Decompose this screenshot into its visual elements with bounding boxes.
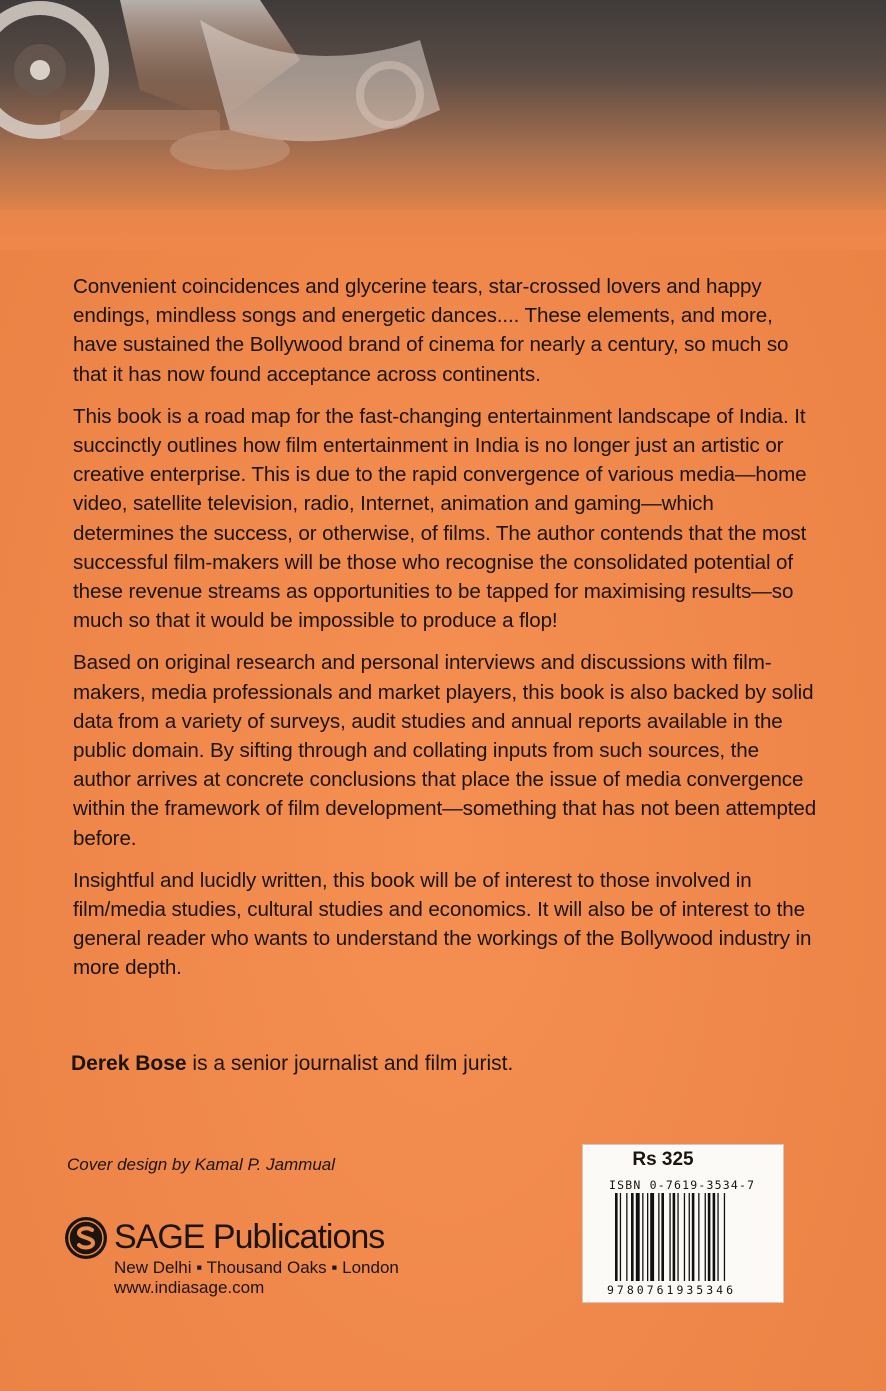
author-bio bbox=[71, 1052, 513, 1076]
price: Rs 325 bbox=[632, 1149, 694, 1170]
cover-design-credit: Cover design by Kamal P. Jammual bbox=[67, 1155, 336, 1174]
publisher-url: www.indiasage.com bbox=[114, 1278, 265, 1297]
author-name: Derek Bose bbox=[71, 1052, 187, 1075]
publisher-cities: New Delhi ▪ Thousand Oaks ▪ London bbox=[114, 1258, 399, 1277]
publisher-name: SAGE Publications bbox=[114, 1218, 385, 1256]
sage-logo-icon bbox=[64, 1216, 108, 1260]
book-description bbox=[73, 272, 818, 996]
description-paragraph-4: Insightful and lucidly written, this book will be of interest to those involved in film/media studies, cultural studies and economics. It will also be of interest to the general reader who wants to understand the workings of the Bollywood industry in more depth. bbox=[73, 868, 812, 980]
barcode-icon bbox=[615, 1193, 755, 1283]
description-paragraph-2: This book is a road map for the fast-changing entertainment landscape of India. It succinctly outlines how film entertainment in India is no longer just an artistic or creative enterprise. This is due to the rapid convergence of various media—home video, satellite television, radio, Internet, animation and gaming—which determines the success, or otherwise, of films. The author contends that the most successful film-makers will be those who recognise the consolidated potential of these revenue streams as opportunities to be tapped for maximising results—so much so that it would be impossible to produce a flop! bbox=[73, 404, 807, 633]
barcode-label bbox=[582, 1144, 784, 1303]
barcode-number: 9780761935346 bbox=[607, 1283, 737, 1297]
description-paragraph-1: Convenient coincidences and glycerine tears, star-crossed lovers and happy endings, mindless songs and energetic dances.... These elements, and more, have sustained the Bollywood brand of cinema for nearly a century, so much so that it has now found acceptance across continents. bbox=[73, 275, 789, 386]
description-paragraph-3: Based on original research and personal interviews and discussions with film-makers, media professionals and market players, this book is also backed by solid data from a variety of surveys, audit studies and annual reports available in the public domain. By sifting through and collating inputs from such sources, the author arrives at concrete conclusions that place the issue of media convergence within the framework of film development—something that has not been attempted before. bbox=[73, 651, 817, 850]
film-reel-photo bbox=[0, 0, 886, 250]
isbn-text: ISBN 0-7619-3534-7 bbox=[609, 1178, 756, 1192]
author-bio-text: is a senior journalist and film jurist. bbox=[186, 1052, 514, 1075]
